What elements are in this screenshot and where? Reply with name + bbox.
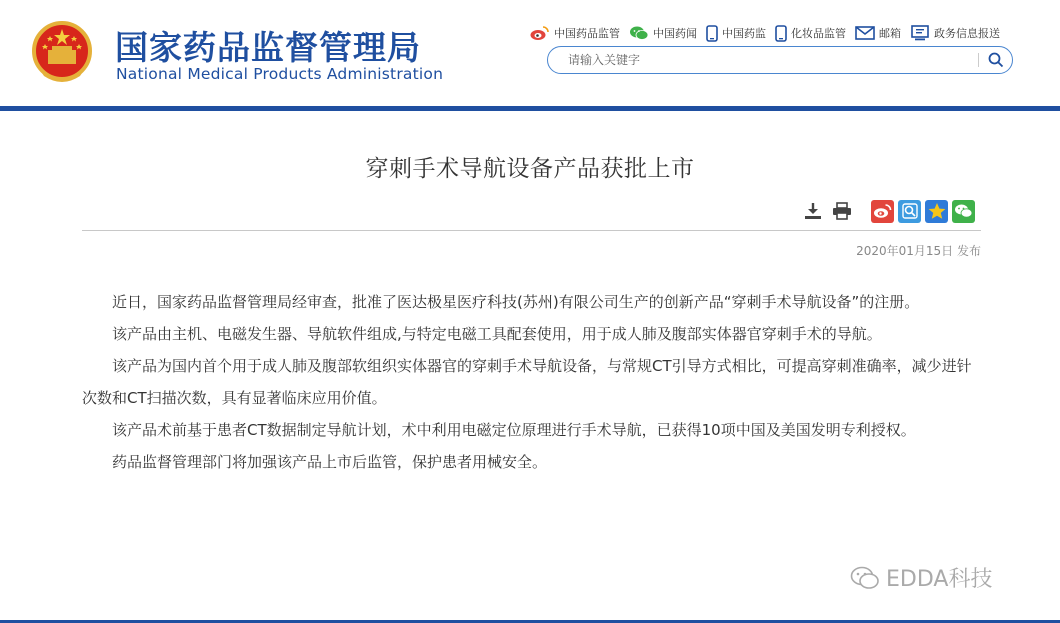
- qzone-icon: [901, 202, 919, 220]
- site-header: [0, 0, 1060, 106]
- mobile-icon: [775, 25, 787, 42]
- wechat-icon: [954, 203, 973, 219]
- link-mail[interactable]: [855, 25, 901, 41]
- link-mobile-1[interactable]: [706, 25, 766, 42]
- mobile-icon: [706, 25, 718, 42]
- article-title: 穿刺手术导航设备产品获批上市: [365, 156, 695, 182]
- watermark-text: EDDA科技: [886, 567, 993, 592]
- top-links: [530, 24, 1009, 42]
- link-mobile-1-label: 中国药监: [722, 27, 766, 40]
- print-button[interactable]: [831, 200, 853, 222]
- link-mobile-2-label: 化妆品监管: [791, 27, 846, 40]
- link-mobile-2[interactable]: [775, 25, 846, 42]
- paragraph: 该产品由主机、电磁发生器、导航软件组成,与特定电磁工具配套使用，用于成人肺及腹部实体器官穿刺手术的导航。: [112, 325, 882, 343]
- download-button[interactable]: [802, 200, 824, 222]
- share-qzone-button[interactable]: [898, 200, 921, 223]
- weibo-icon: [530, 25, 550, 41]
- search-icon[interactable]: [988, 52, 1004, 68]
- site-title-cn: 国家药品监督管理局: [115, 28, 421, 67]
- star-icon: [928, 202, 946, 220]
- publish-date: 2020年01月15日 发布: [856, 244, 981, 258]
- paragraph: 该产品为国内首个用于成人肺及腹部软组织实体器官的穿刺手术导航设备，与常规CT引导方式相比，可提高穿刺准确率，减少进针次数和CT扫描次数，具有显著临床应用价值。: [82, 357, 972, 407]
- link-weibo[interactable]: [530, 25, 620, 41]
- article-body: [82, 286, 981, 478]
- share-wechat-button[interactable]: [952, 200, 975, 223]
- print-icon: [832, 202, 852, 220]
- link-wechat[interactable]: [629, 25, 697, 41]
- title-divider: [82, 230, 981, 231]
- share-weibo-button[interactable]: [871, 200, 894, 223]
- search-input[interactable]: [568, 51, 968, 69]
- paragraph: 该产品术前基于患者CT数据制定导航计划，术中利用电磁定位原理进行手术导航，已获得10项中国及美国发明专利授权。: [112, 421, 916, 439]
- header-divider-bar: [0, 106, 1060, 111]
- paragraph: 近日，国家药品监督管理局经审查，批准了医达极星医疗科技(苏州)有限公司生产的创新产品“穿刺手术导航设备”的注册。: [112, 293, 920, 311]
- link-wechat-label: 中国药闻: [653, 27, 697, 40]
- search-separator: [978, 53, 979, 67]
- link-report-label: 政务信息报送: [934, 27, 1000, 40]
- weibo-icon: [873, 203, 892, 219]
- link-weibo-label: 中国药品监管: [554, 27, 620, 40]
- download-icon: [804, 202, 822, 220]
- share-buttons: [871, 199, 979, 223]
- search-box: [547, 46, 1013, 74]
- share-favorite-button[interactable]: [925, 200, 948, 223]
- wechat-icon: [850, 565, 880, 591]
- watermark: [850, 562, 992, 593]
- monitor-icon: [910, 25, 930, 41]
- link-report[interactable]: [910, 25, 1000, 41]
- site-title-en: National Medical Products Administration: [116, 65, 444, 83]
- wechat-icon: [629, 25, 649, 41]
- mail-icon: [855, 26, 875, 40]
- national-emblem-icon: [30, 20, 94, 86]
- paragraph: 药品监督管理部门将加强该产品上市后监管，保护患者用械安全。: [112, 453, 548, 471]
- article-tools: [802, 199, 860, 223]
- link-mail-label: 邮箱: [879, 27, 901, 40]
